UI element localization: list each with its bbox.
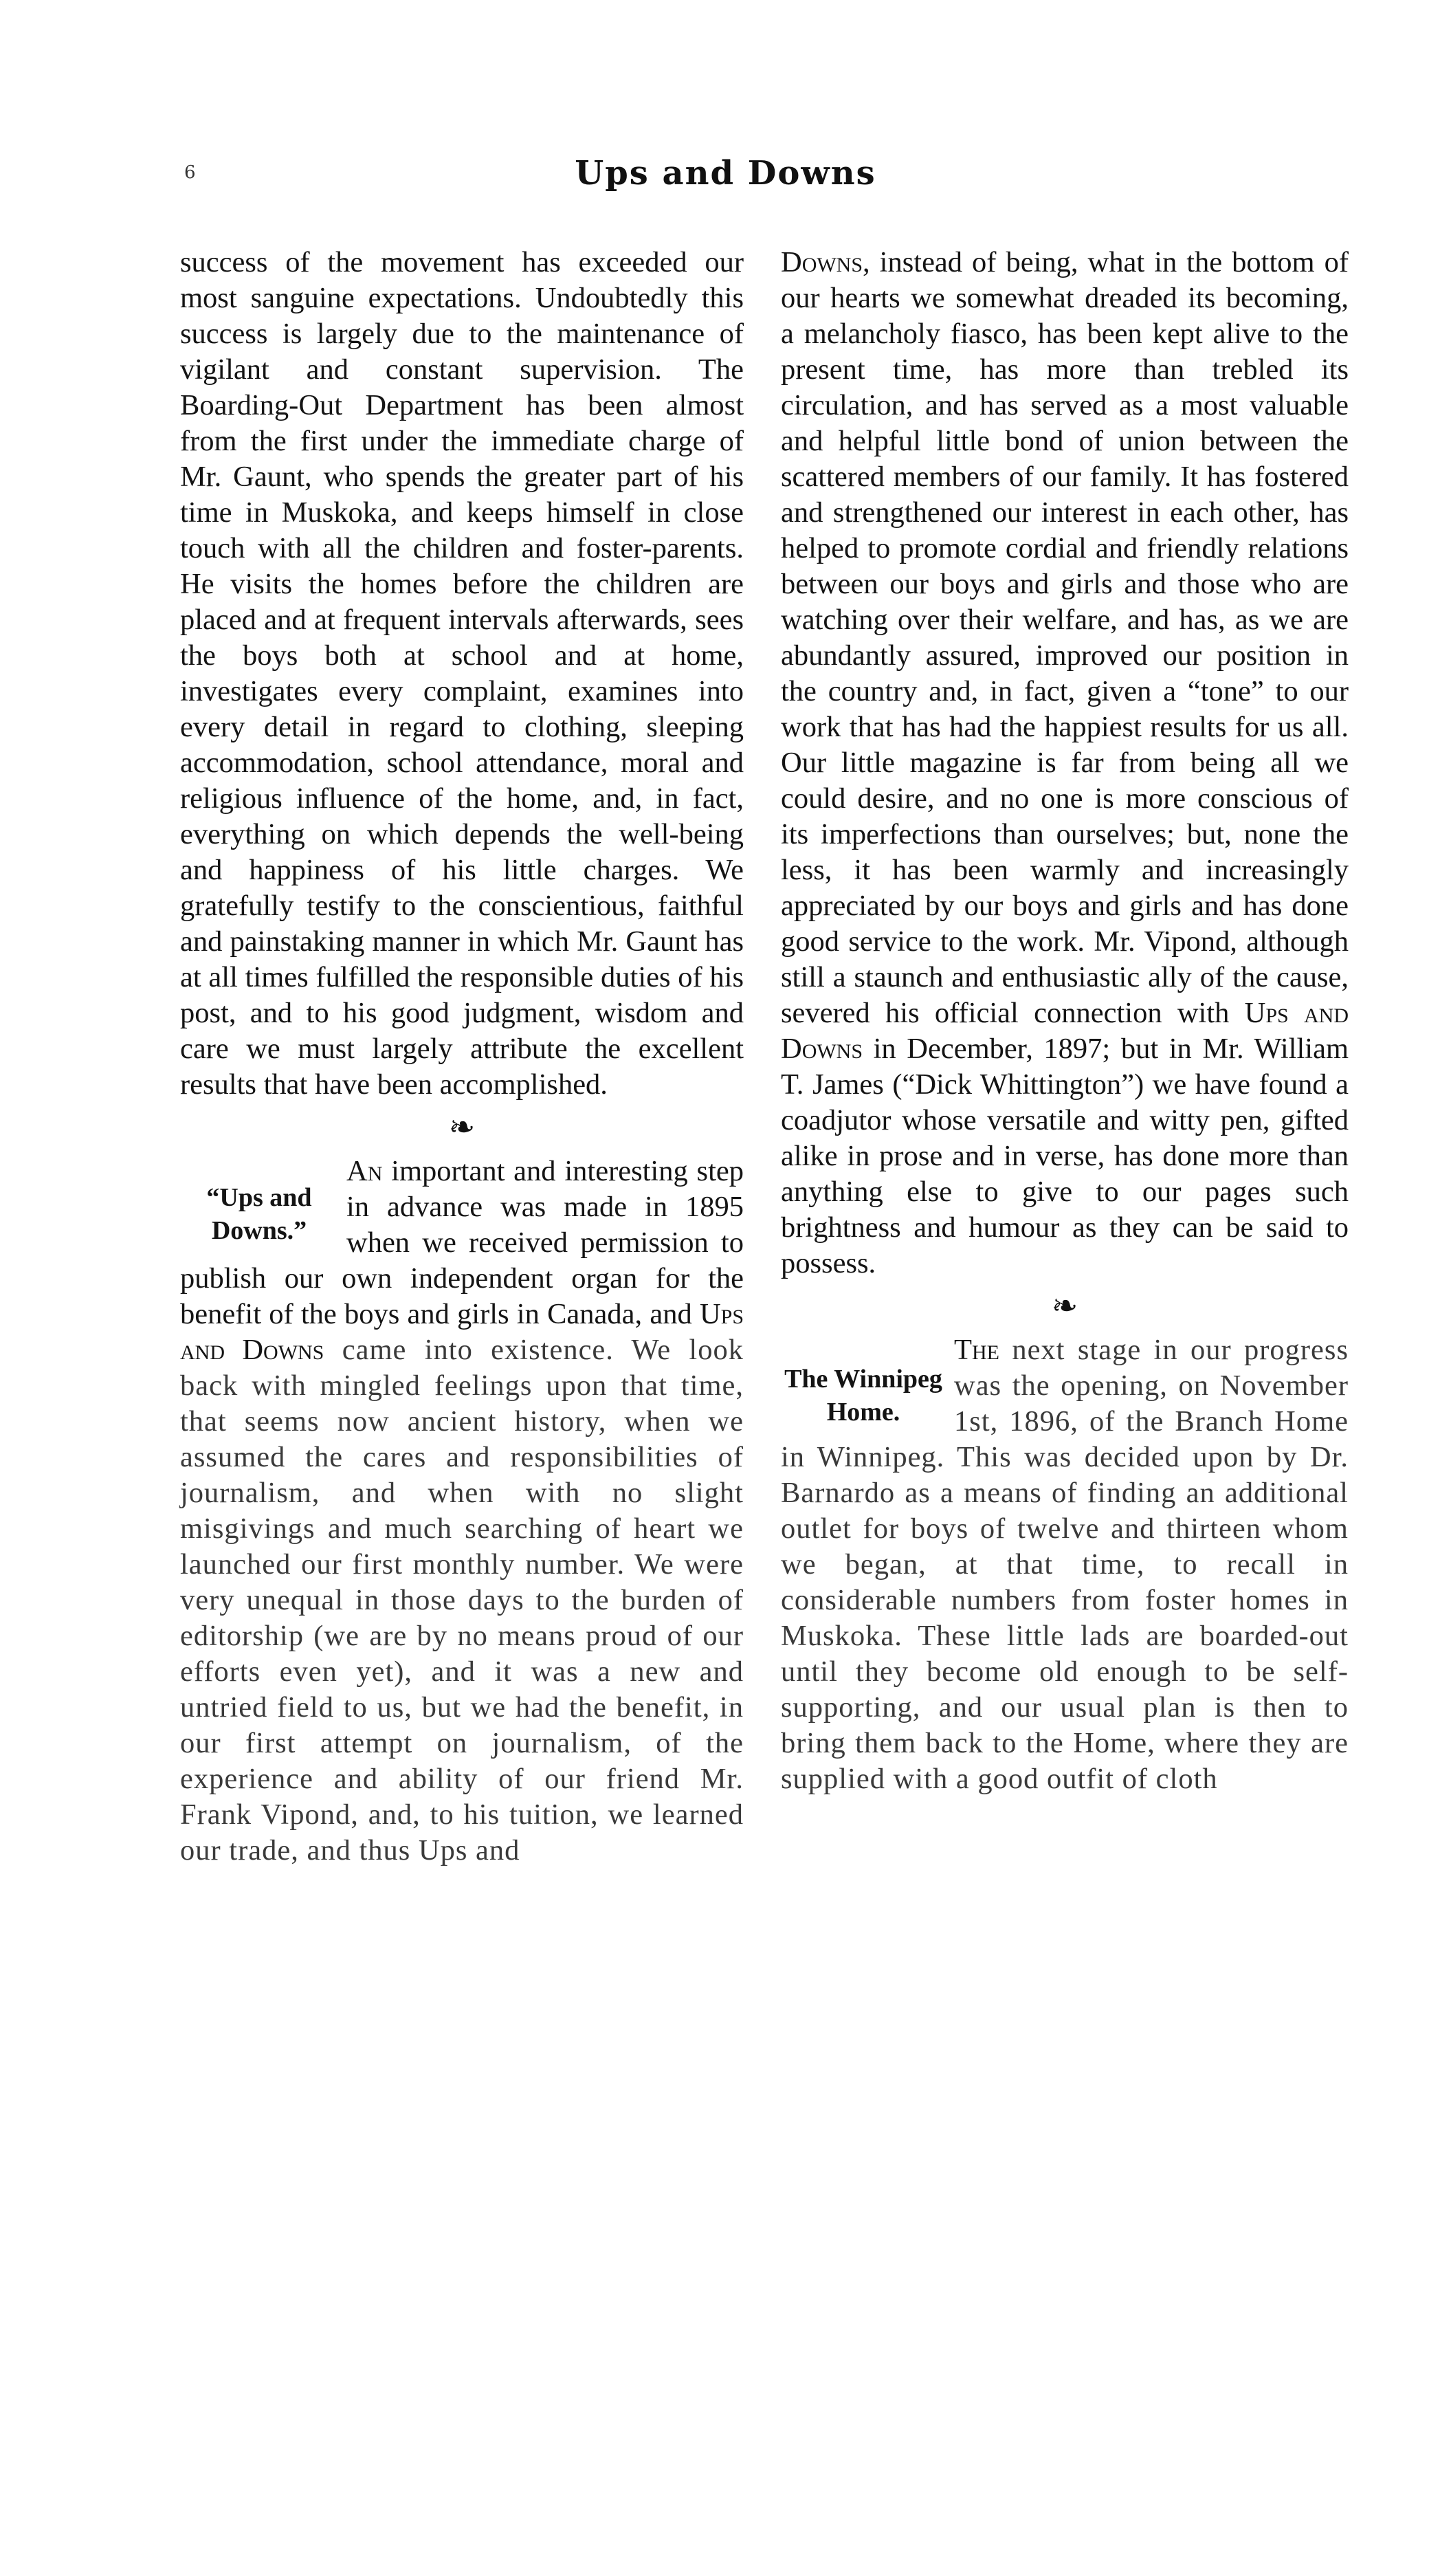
sidehead-ups-and-downs: “Ups and Downs.” <box>206 1183 312 1245</box>
paragraph-text: , instead of being, what in the bottom of our hearts we somewhat dreaded its becoming, a melancholy fiasco, has been kept alive to the present time, has more than trebled its circulation, and has served as a most valuable and helpful little bond of union between the scattered members of our family. It has fostered and strengthened our interest in each other, has helped to promote cordial and friendly relations between our boys and girls and those who are watching over their welfare, and has, as we are abundantly assured, improved our position in the country and, in fact, given a “tone” to our work that has had the happiest results for us all. Our little magazine is far from being all we could desire, and no one is more conscious of its imperfections than ourselves; but, none the less, it has been warmly and increasingly appreciated by our boys and girls and has done good service to the work. Mr. Vipond, although still a staunch and enthusiastic ally of the cause, severed his official connection with <box>781 246 1349 1029</box>
paragraph-lead: The <box>954 1334 999 1366</box>
paragraph-text-cont: in December, 1897; but in Mr. William T. James (“Dick Whittington”) we have found a coadjutor whose versatile and witty pen, gifted alike in prose and in verse, has done more than anything else to give to our pages such brightness and humour as they can be said to possess. <box>781 1033 1349 1279</box>
running-head: Ups and Downs <box>575 154 876 192</box>
magazine-title: Ups and Downs <box>180 1298 744 1366</box>
paragraph-text: important and interesting step in advance was made in 1895 when we received permission to publish our own independent organ for the benefit of the boys and girls in Canada, and <box>180 1155 744 1330</box>
left-paragraph-1: success of the movement has exceeded our most sanguine expectations. Undoubtedly this success is largely due to the maintenance of vigilant and constant supervision. The Boarding-Out Department has been almost from the first under the immediate charge of Mr. Gaunt, who spends the greater part of his time in Muskoka, and keeps himself in close touch with all the children and foster-parents. He visits the homes before the children are placed and at frequent intervals afterwards, sees the boys both at school and at home, investigates every complaint, examines into every detail in regard to clothing, sleeping accommodation, school attendance, moral and religious influence of the home, and, in fact, everything on which depends the well-being and happiness of his little charges. We gratefully testify to the conscientious, faithful and painstaking manner in which Mr. Gaunt has at all times fulfilled the responsible duties of his post, and to his good judgment, wisdom and care we must largely attribute the excellent results that have been accomplished. <box>180 246 744 1101</box>
paragraph-text: next stage in our progress was the opening, on November 1st, 1896, of the Branch Home in Winnipeg. This was decided upon by Dr. Barnardo as a means of finding an additional outlet for boys of twelve and thirteen whom we began, at that time, to recall in considerable numbers from foster homes in Muskoka. These little lads are boarded-out until they become old enough to be self-supporting, and our usual plan is then to bring them back to the Home, where they are supplied with a good outfit of cloth <box>781 1334 1349 1795</box>
page-number: 6 <box>184 162 196 183</box>
right-column <box>781 245 1349 1797</box>
left-column <box>180 245 744 1869</box>
right-paragraph-1 <box>781 245 1349 1281</box>
sidehead-winnipeg-home: The Winnipeg Home. <box>784 1365 942 1427</box>
magazine-title-2: Ups and Downs <box>781 997 1349 1065</box>
ornament-icon: ❧ <box>448 1110 476 1145</box>
magazine-title: Downs <box>781 246 863 278</box>
ornament-icon: ❧ <box>1051 1288 1078 1323</box>
paragraph-lead: An <box>346 1155 383 1187</box>
paragraph-text-cont: came into existence. We look back with mingled feelings upon that time, that seems now ancient history, when we assumed the cares and responsibilities of journalism, and when with no slight misgivings and much searching of heart we launched our first monthly number. We were very unequal in those days to the burden of editorship (we are by no means proud of our efforts even yet), and it was a new and untried field to us, but we had the benefit, in our first attempt on journalism, of the experience and ability of our friend Mr. Frank Vipond, and, to his tuition, we learned our trade, and thus Ups and <box>180 1334 744 1867</box>
right-paragraph-2 <box>781 1332 1349 1797</box>
left-paragraph-2 <box>180 1154 744 1869</box>
